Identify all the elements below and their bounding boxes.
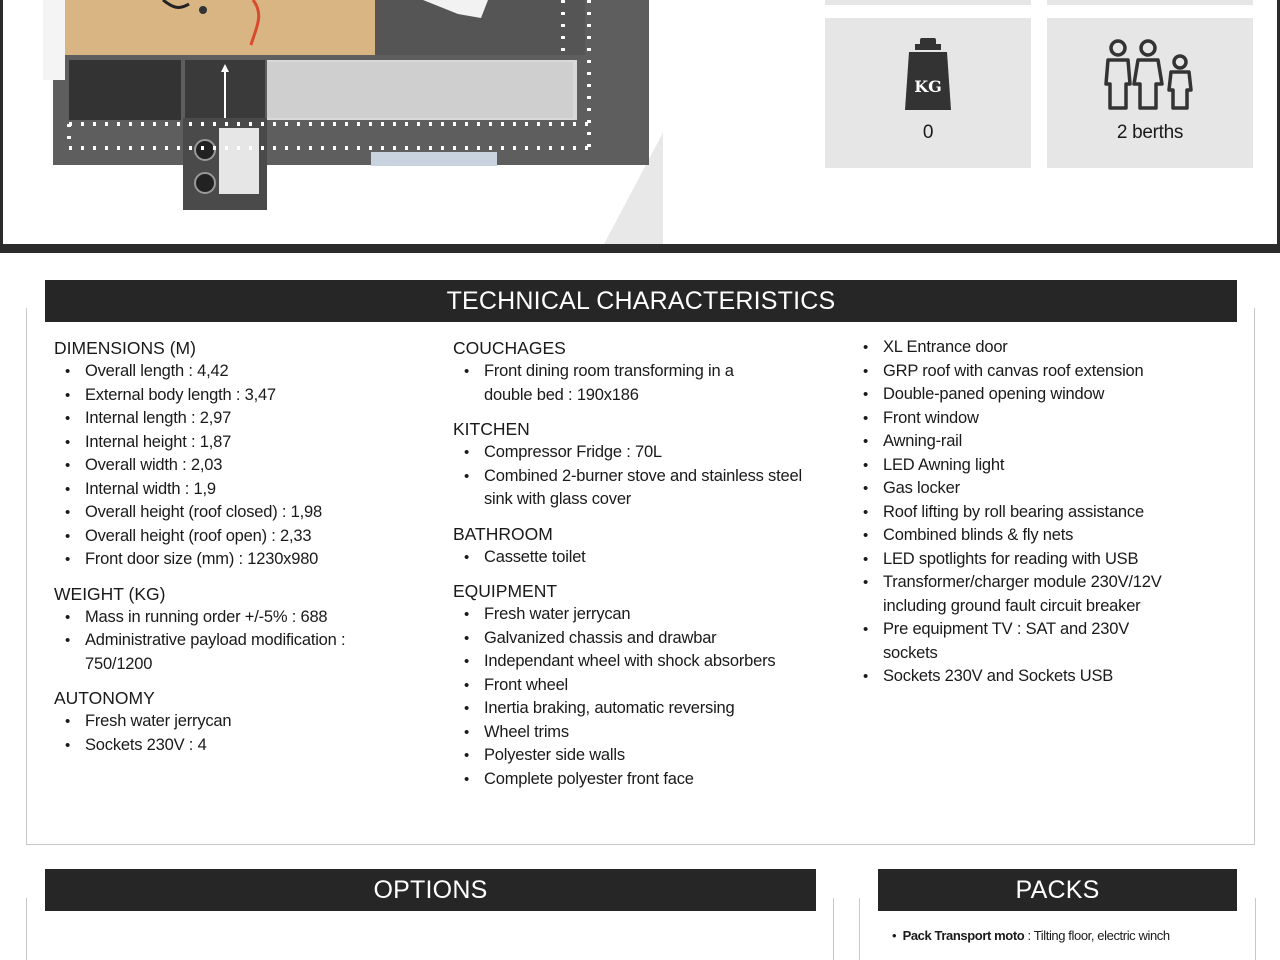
list-item: • Overall height (roof open) : 2,33 [54,525,434,549]
features-list [852,336,1232,689]
dimensions-list [54,360,434,572]
list-item: • Combined 2-burner stove and stainless steel sink with glass cover [453,465,813,512]
list-item: • Galvanized chassis and drawbar [453,627,833,651]
list-item: • Inertia braking, automatic reversing [453,697,833,721]
packs-item-desc: : Tilting floor, electric winch [1024,928,1170,943]
weight-value: 0 [922,122,934,143]
list-item: • Overall length : 4,42 [54,360,434,384]
list-item: • Double-paned opening window [852,383,1232,407]
hero-divider [0,244,1280,253]
berths-value: 2 berths [1116,122,1184,143]
autonomy-heading: AUTONOMY [54,688,155,708]
list-item: • External body length : 3,47 [54,384,434,408]
list-item: • Fresh water jerrycan [453,603,833,627]
packs-item: • Pack Transport moto : Tilting floor, electric winch [892,928,1170,943]
list-item: • Overall width : 2,03 [54,454,434,478]
berths-card [1047,18,1253,168]
list-item: • Combined blinds & fly nets [852,524,1232,548]
list-item: • Front door size (mm) : 1230x980 [54,548,434,572]
list-item: • Internal height : 1,87 [54,431,434,455]
list-item: • Sockets 230V and Sockets USB [852,665,1232,689]
weight-kg-icon [905,38,951,112]
list-item: • Gas locker [852,477,1232,501]
list-item: • Cassette toilet [453,546,833,570]
list-item: • Administrative payload modification : 750/1200 [54,629,394,676]
list-item: • Mass in running order +/-5% : 688 [54,606,434,630]
couchages-heading: COUCHAGES [453,338,566,358]
options-header: OPTIONS [45,869,816,911]
list-item: • Front wheel [453,674,833,698]
autonomy-list [54,710,434,757]
list-item: • Transformer/charger module 230V/12V including ground fault circuit breaker [852,571,1202,618]
card-strip-left [825,0,1031,5]
list-item: • LED spotlights for reading with USB [852,548,1232,572]
hero-section [0,0,1280,246]
equipment-list [453,603,833,791]
packs-header: PACKS [878,869,1237,911]
equipment-heading: EQUIPMENT [453,581,558,601]
list-item: • Internal width : 1,9 [54,478,434,502]
list-item: • GRP roof with canvas roof extension [852,360,1232,384]
card-strip-right [1047,0,1253,5]
list-item: • Wheel trims [453,721,833,745]
weight-heading: WEIGHT (KG) [54,583,166,604]
list-item: • Complete polyester front face [453,768,833,792]
technical-column-3 [852,336,1232,689]
list-item: • Sockets 230V : 4 [54,734,434,758]
packs-item-name: Pack Transport moto [902,928,1025,943]
weight-list [54,606,434,677]
weight-card [825,18,1031,168]
list-item: • Internal length : 2,97 [54,407,434,431]
floorplan-illustration [3,0,663,246]
list-item: • LED Awning light [852,454,1232,478]
list-item: • Fresh water jerrycan [54,710,434,734]
kitchen-list [453,441,833,512]
list-item: • Front window [852,407,1232,431]
family-berths-icon [1100,38,1200,112]
bathroom-heading: BATHROOM [453,523,553,544]
list-item: • XL Entrance door [852,336,1232,360]
technical-column-1 [54,336,434,757]
list-item: • Overall height (roof closed) : 1,98 [54,501,434,525]
weight-icon-label: KG [914,77,942,96]
list-item: • Compressor Fridge : 70L [453,441,833,465]
list-item: • Front dining room transforming in a double bed : 190x186 [453,360,783,407]
list-item: • Independant wheel with shock absorbers [453,650,833,674]
list-item: • Roof lifting by roll bearing assistance [852,501,1232,525]
kitchen-heading: KITCHEN [453,419,530,439]
list-item: • Pre equipment TV : SAT and 230V sockets [852,618,1182,665]
technical-header: TECHNICAL CHARACTERISTICS [45,280,1237,322]
list-item: • Polyester side walls [453,744,833,768]
couchages-list [453,360,833,407]
technical-column-2 [453,336,833,791]
dimensions-heading: DIMENSIONS (M) [54,338,196,358]
bathroom-list [453,546,833,570]
list-item: • Awning-rail [852,430,1232,454]
